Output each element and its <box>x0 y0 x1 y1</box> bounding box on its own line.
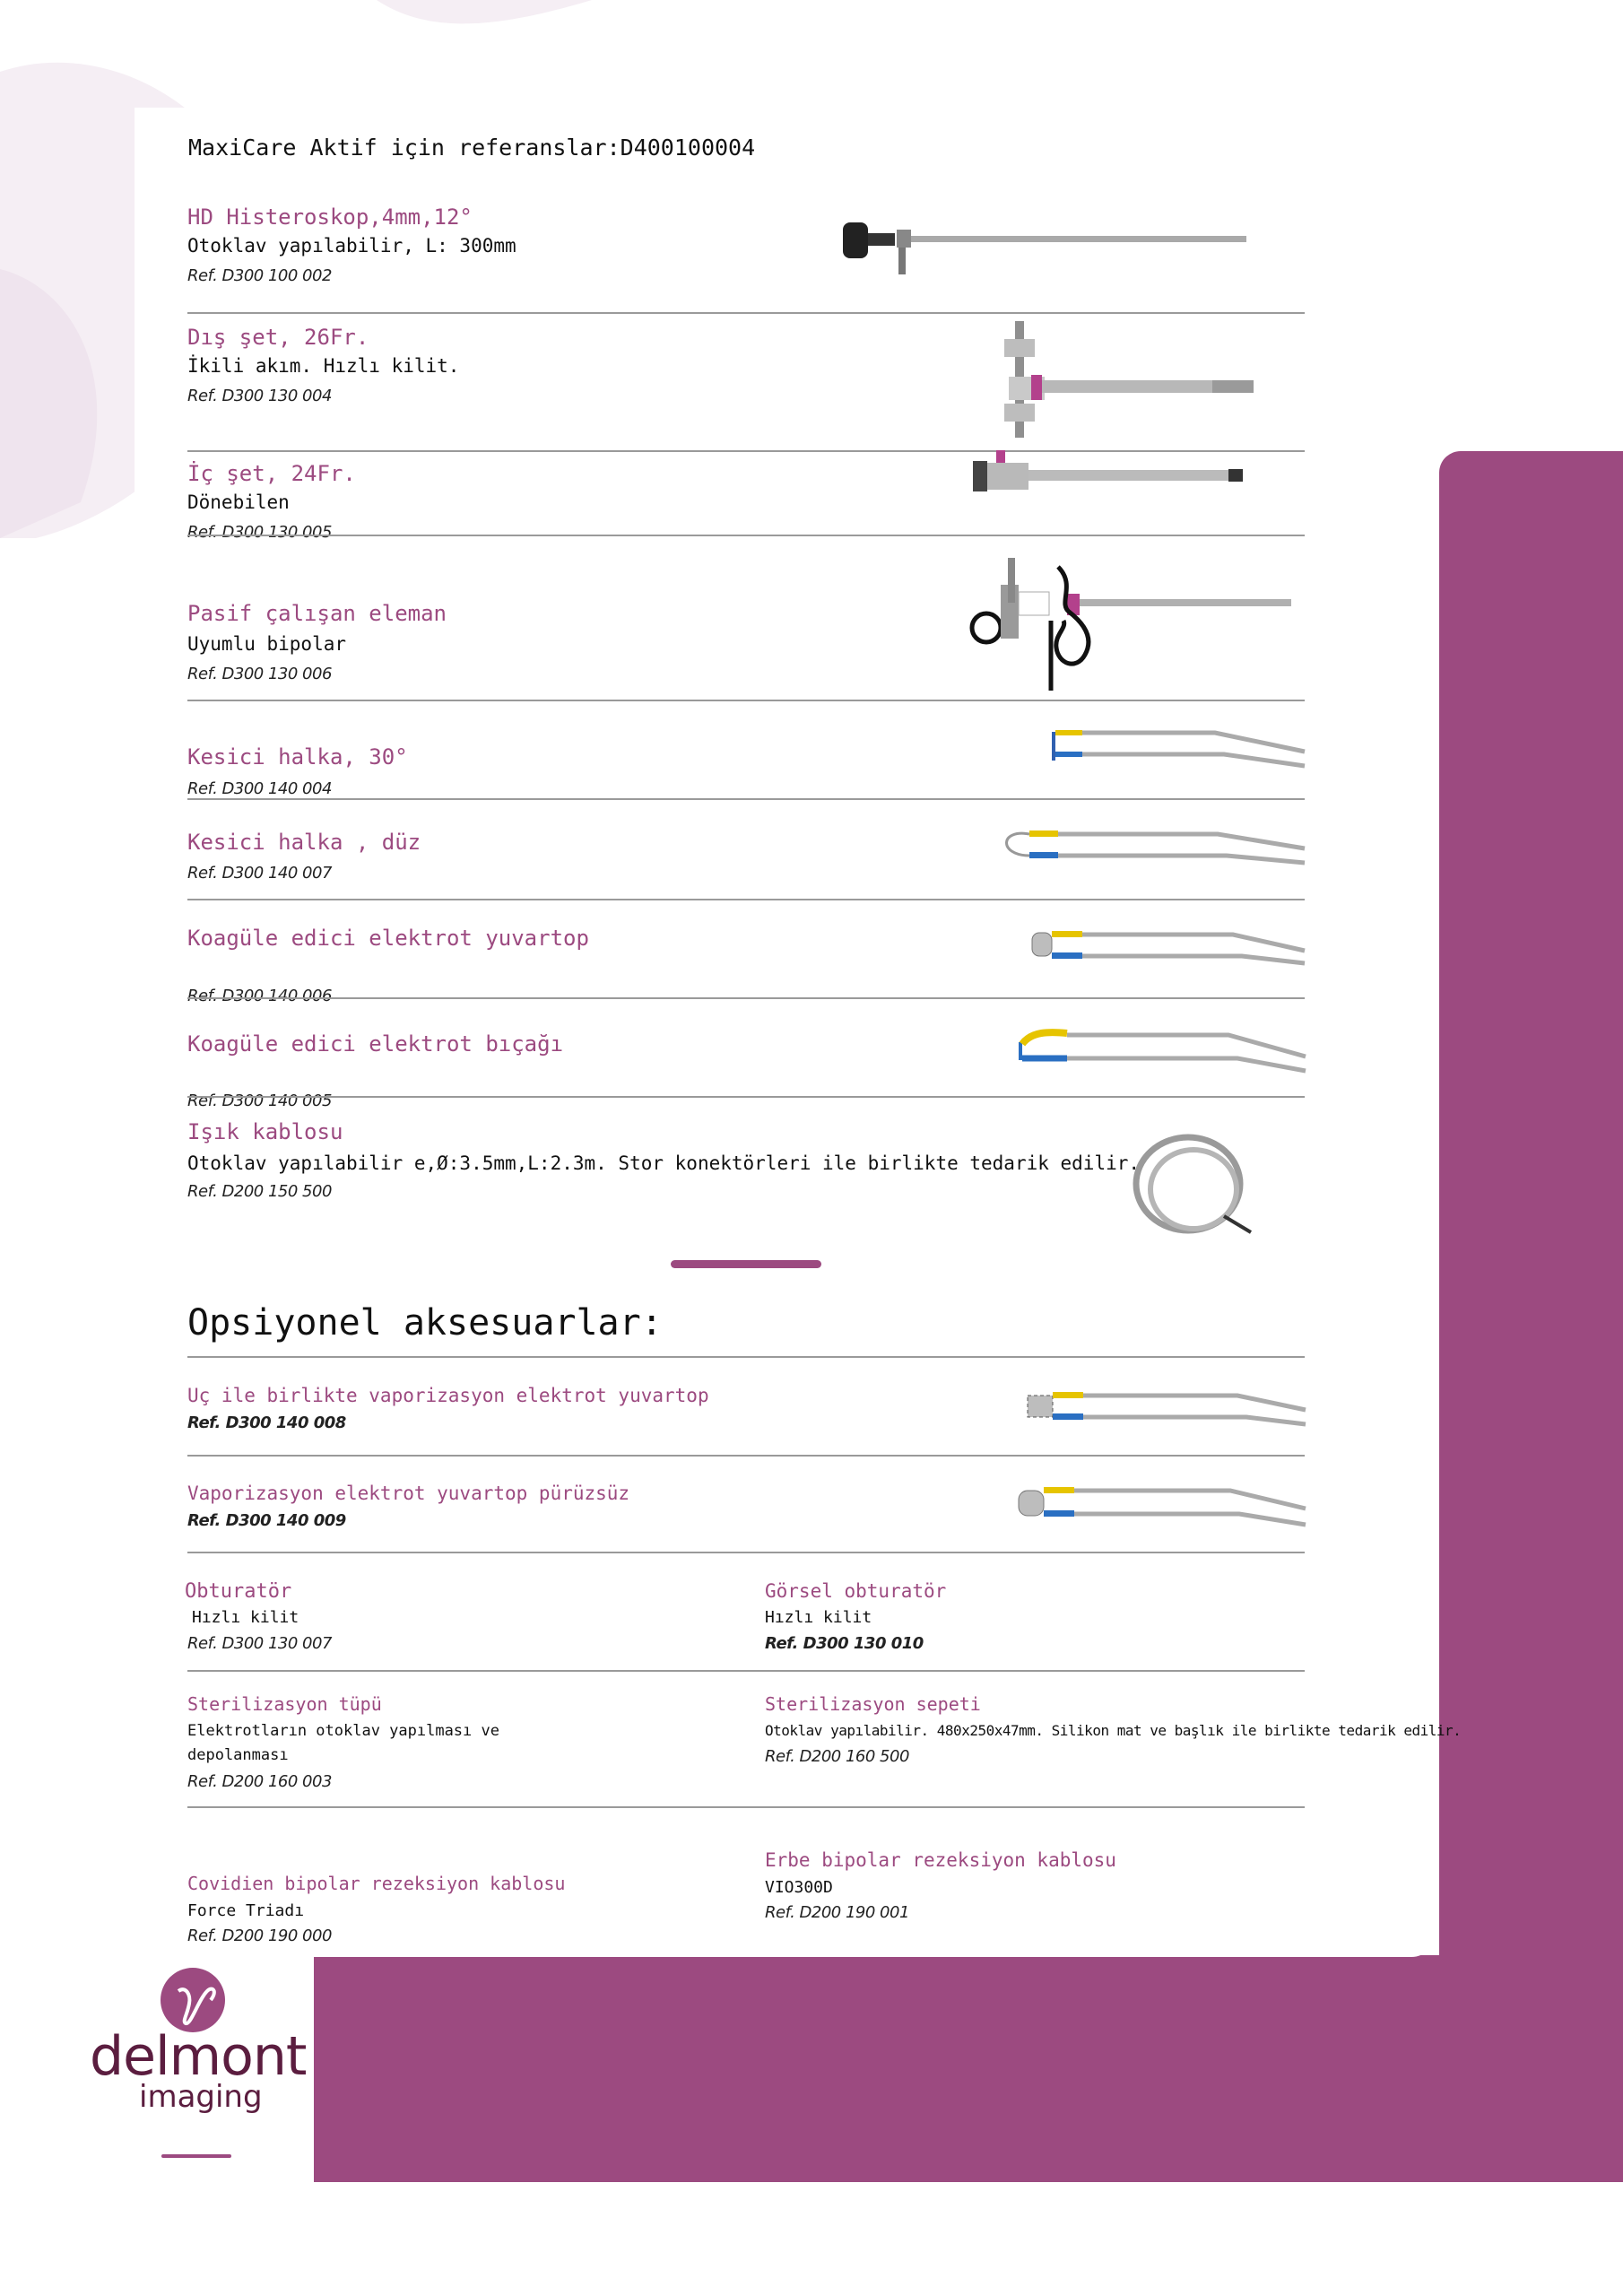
divider <box>187 700 1305 701</box>
logo-wordmark: delmont <box>90 2025 307 2088</box>
product-title: Işık kablosu <box>187 1119 343 1144</box>
product-title: Koagüle edici elektrot yuvartop <box>187 926 589 951</box>
divider <box>187 312 1305 314</box>
product-title: Kesici halka , düz <box>187 830 421 855</box>
hysteroscope-image <box>843 215 1309 278</box>
grid-item-desc: Elektrotların otoklav yapılması ve <box>187 1722 499 1740</box>
page-title: MaxiCare Aktif için referanslar:D400100004 <box>188 135 756 161</box>
section-title: Opsiyonel aksesuarlar: <box>187 1302 663 1344</box>
product-desc: İkili akım. Hızlı kilit. <box>187 355 460 377</box>
grid-item-desc: VIO300D <box>765 1878 833 1897</box>
divider <box>187 798 1305 800</box>
light-cable-image <box>1125 1126 1260 1252</box>
grid-item-title: Sterilizasyon tüpü <box>187 1693 382 1715</box>
product-title: İç şet, 24Fr. <box>187 461 356 486</box>
grid-item-desc: Force Triadı <box>187 1901 305 1920</box>
product-ref: Ref. D300 140 004 <box>187 779 332 798</box>
product-title: Kesici halka, 30° <box>187 744 408 770</box>
accessory-title: Uç ile birlikte vaporizasyon elektrot yuvartop <box>187 1385 709 1406</box>
grid-item-ref: Ref. D300 130 010 <box>765 1634 924 1653</box>
grid-item-desc: Hızlı kilit <box>765 1608 872 1627</box>
grid-item-title: Sterilizasyon sepeti <box>765 1693 981 1715</box>
divider <box>187 1806 1305 1808</box>
accessory-title: Vaporizasyon elektrot yuvartop pürüzsüz <box>187 1483 630 1504</box>
side-brand-band <box>1439 451 1623 2182</box>
grid-item-title: Görsel obturatör <box>765 1580 947 1602</box>
product-ref: Ref. D300 130 005 <box>187 523 332 542</box>
product-ref: Ref. D300 140 005 <box>187 1091 332 1110</box>
product-ref: Ref. D200 150 500 <box>187 1182 332 1201</box>
accessory-ref: Ref. D300 140 008 <box>187 1413 346 1432</box>
grid-item-title: Erbe bipolar rezeksiyon kablosu <box>765 1849 1116 1871</box>
inner-sheath-image <box>973 448 1309 502</box>
cutting-loop-30-image <box>1045 725 1309 780</box>
grid-item-ref: Ref. D200 190 001 <box>765 1903 909 1922</box>
logo-underline <box>161 2154 231 2158</box>
accessory-ref: Ref. D300 140 009 <box>187 1511 346 1530</box>
grid-item-desc: depolanması <box>187 1746 289 1764</box>
product-desc: Uyumlu bipolar <box>187 633 347 655</box>
divider <box>187 997 1305 999</box>
product-ref: Ref. D300 140 007 <box>187 864 332 883</box>
grid-item-title: Covidien bipolar rezeksiyon kablosu <box>187 1873 566 1894</box>
product-ref: Ref. D300 140 006 <box>187 987 332 1005</box>
outer-sheath-image <box>977 321 1309 447</box>
vapor-electrode-smooth-image <box>1015 1478 1309 1530</box>
product-title: Pasif çalışan eleman <box>187 601 447 626</box>
grid-item-ref: Ref. D200 190 000 <box>187 1926 332 1945</box>
grid-item-ref: Ref. D200 160 500 <box>765 1747 909 1766</box>
grid-item-desc: Hızlı kilit <box>192 1608 299 1627</box>
product-desc: Otoklav yapılabilir, L: 300mm <box>187 235 516 257</box>
product-title: Dış şet, 26Fr. <box>187 325 369 350</box>
divider <box>187 1455 1305 1457</box>
vapor-electrode-tip-image <box>1022 1385 1309 1430</box>
divider <box>187 899 1305 900</box>
divider <box>187 1096 1305 1098</box>
grid-item-title: Obturatör <box>185 1580 292 1603</box>
product-ref: Ref. D300 100 002 <box>187 266 332 285</box>
coag-knife-electrode-image <box>1013 1024 1309 1080</box>
grid-item-ref: Ref. D300 130 007 <box>187 1634 332 1653</box>
cutting-loop-straight-image <box>994 825 1309 870</box>
coag-ball-electrode-image <box>1027 924 1309 969</box>
product-desc: Dönebilen <box>187 491 290 513</box>
divider <box>187 535 1305 536</box>
logo-subtitle: imaging <box>139 2079 263 2115</box>
section-separator <box>671 1260 821 1268</box>
divider <box>187 1356 1305 1358</box>
product-ref: Ref. D300 130 006 <box>187 665 332 683</box>
grid-item-ref: Ref. D200 160 003 <box>187 1772 332 1791</box>
divider <box>187 1670 1305 1672</box>
divider <box>187 1552 1305 1553</box>
product-ref: Ref. D300 130 004 <box>187 387 332 405</box>
product-title: HD Histeroskop,4mm,12° <box>187 204 473 230</box>
bottom-brand-band <box>314 1955 1623 2182</box>
working-element-image <box>968 549 1309 694</box>
product-desc: Otoklav yapılabilir e,Ø:3.5mm,L:2.3m. Stor konektörleri ile birlikte tedarik edilir. <box>187 1152 1141 1174</box>
product-title: Koagüle edici elektrot bıçağı <box>187 1031 564 1057</box>
grid-item-desc: Otoklav yapılabilir. 480x250x47mm. Silikon mat ve başlık ile birlikte tedarik edilir. <box>765 1722 1462 1739</box>
